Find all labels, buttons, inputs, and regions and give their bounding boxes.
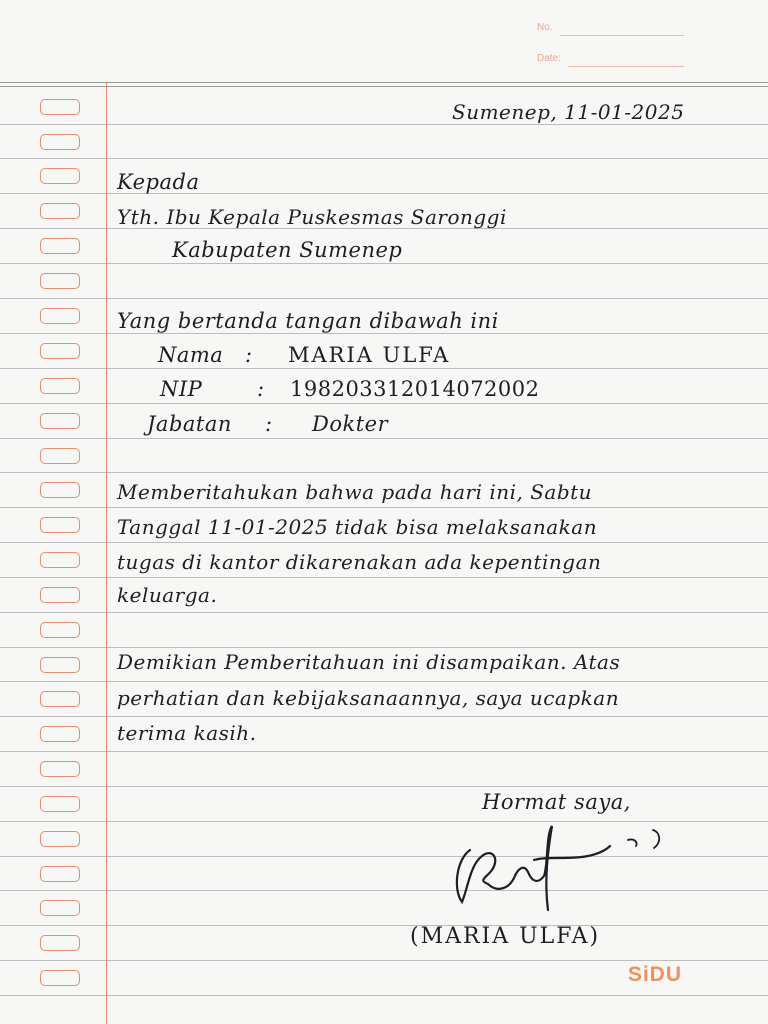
nama-label: Nama bbox=[158, 343, 224, 367]
punch-hole bbox=[40, 726, 80, 742]
punch-hole bbox=[40, 343, 80, 359]
body1-line-4: keluarga. bbox=[117, 583, 218, 607]
signer-name: (MARIA ULFA) bbox=[410, 924, 601, 949]
punch-hole bbox=[40, 168, 80, 184]
jabatan-value: Dokter bbox=[312, 412, 389, 436]
punch-hole bbox=[40, 866, 80, 882]
punch-hole bbox=[40, 273, 80, 289]
punch-hole bbox=[40, 203, 80, 219]
punch-hole bbox=[40, 378, 80, 394]
nama-value: MARIA ULFA bbox=[288, 343, 451, 367]
punch-hole bbox=[40, 238, 80, 254]
punch-hole bbox=[40, 448, 80, 464]
number-line bbox=[560, 35, 684, 36]
punch-hole bbox=[40, 622, 80, 638]
signature bbox=[448, 820, 698, 915]
body2-line-1: Demikian Pemberitahuan ini disampaikan. Atas bbox=[117, 650, 621, 674]
punch-hole bbox=[40, 482, 80, 498]
punch-hole bbox=[40, 134, 80, 150]
recipient-line-1: Yth. Ibu Kepala Puskesmas Saronggi bbox=[117, 205, 507, 229]
nip-separator: : bbox=[257, 377, 265, 401]
punch-hole bbox=[40, 413, 80, 429]
punch-hole bbox=[40, 99, 80, 115]
closing: Hormat saya, bbox=[482, 790, 631, 814]
punch-hole bbox=[40, 970, 80, 986]
punch-hole bbox=[40, 517, 80, 533]
intro-line: Yang bertanda tangan dibawah ini bbox=[117, 309, 499, 333]
nama-separator: : bbox=[245, 343, 253, 367]
place-date: Sumenep, 11-01-2025 bbox=[452, 100, 685, 124]
body1-line-1: Memberitahukan bahwa pada hari ini, Sabtu bbox=[117, 480, 593, 504]
punch-hole bbox=[40, 900, 80, 916]
punch-hole bbox=[40, 761, 80, 777]
body1-line-3: tugas di kantor dikarenakan ada kepentingan bbox=[117, 550, 602, 574]
date-line bbox=[568, 66, 684, 67]
jabatan-label: Jabatan bbox=[147, 412, 232, 436]
nip-label: NIP bbox=[160, 377, 203, 401]
date-label: Date: bbox=[537, 53, 561, 64]
body2-line-3: terima kasih. bbox=[117, 721, 257, 745]
salutation-to: Kepada bbox=[117, 170, 200, 194]
punch-hole bbox=[40, 587, 80, 603]
nip-value: 198203312014072002 bbox=[290, 377, 540, 401]
punch-hole bbox=[40, 831, 80, 847]
recipient-line-2: Kabupaten Sumenep bbox=[172, 238, 403, 262]
punch-hole bbox=[40, 308, 80, 324]
punch-hole bbox=[40, 796, 80, 812]
jabatan-separator: : bbox=[265, 412, 273, 436]
number-label: No. bbox=[537, 22, 553, 33]
punch-hole bbox=[40, 691, 80, 707]
punch-hole bbox=[40, 552, 80, 568]
body2-line-2: perhatian dan kebijaksanaannya, saya ucapkan bbox=[117, 686, 620, 710]
sidu-logo: SiDU bbox=[627, 963, 682, 986]
margin-line bbox=[106, 82, 107, 1024]
body1-line-2: Tanggal 11-01-2025 tidak bisa melaksanakan bbox=[117, 515, 598, 539]
punch-hole bbox=[40, 657, 80, 673]
punch-hole bbox=[40, 935, 80, 951]
